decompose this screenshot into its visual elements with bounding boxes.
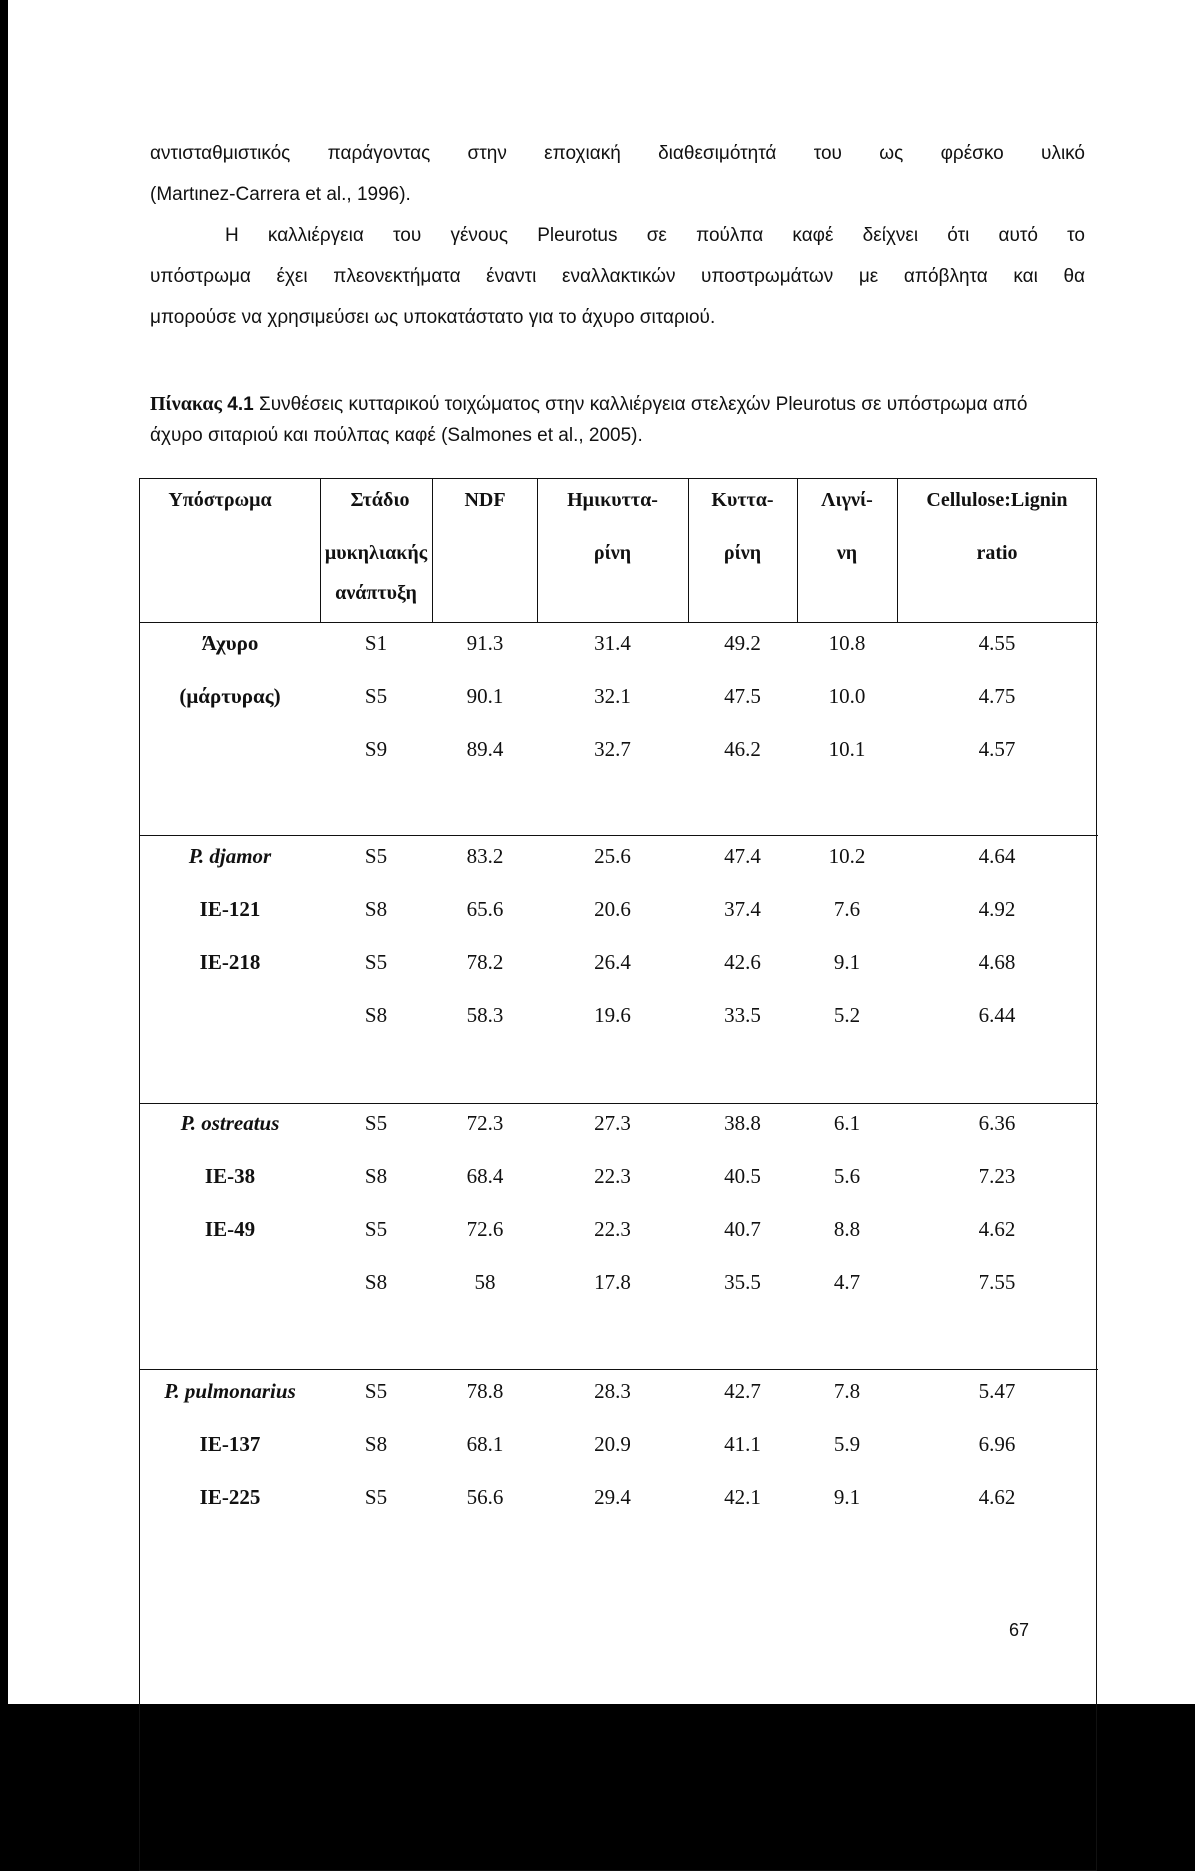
table-cell: 72.3 (466, 1111, 504, 1135)
header-ratio-line2: ratio (976, 542, 1018, 564)
header-stage: Στάδιο (350, 489, 410, 511)
document-page (8, 0, 1195, 1704)
header-stage-line3: ανάπτυξη (335, 582, 417, 604)
table-cell: S8 (364, 897, 388, 921)
table-cell: 10.1 (828, 737, 866, 761)
paragraph-line-5: μπορούσε να χρησιμεύσει ως υποκατάστατο για το άχυρο σιταριού. (150, 307, 716, 328)
composition-table (139, 478, 1097, 1871)
substrate-cell: P. pulmonarius (164, 1379, 296, 1403)
table-cell: 91.3 (466, 631, 504, 655)
substrate-cell: IE-38 (204, 1164, 256, 1188)
table-cell: 9.1 (833, 950, 861, 974)
table-cell: S5 (364, 844, 388, 868)
table-cell: 90.1 (466, 684, 504, 708)
table-cell: 6.36 (978, 1111, 1016, 1135)
table-cell: 37.4 (724, 897, 761, 921)
header-hemicellulose: Ημικυττα- (567, 489, 658, 511)
table-cell: 5.2 (833, 1003, 861, 1027)
table-cell: 5.47 (978, 1379, 1016, 1403)
table-cell: 40.5 (724, 1164, 761, 1188)
header-hemicellulose-line2: ρίνη (593, 542, 632, 564)
table-cell: 42.7 (724, 1379, 761, 1403)
paragraph-line-2: (Martιnez-Carrera et al., 1996). (150, 184, 411, 205)
table-cell: 4.68 (978, 950, 1016, 974)
table-cell: 41.1 (724, 1432, 761, 1456)
table-cell: 7.8 (833, 1379, 861, 1403)
table-cell: 6.1 (833, 1111, 861, 1135)
paragraph-line-4: υπόστρωμα έχει πλεονεκτήματα έναντι εναλλακτικών υποστρωμάτων με απόβλητα και θα (150, 266, 1085, 287)
table-cell: 68.1 (466, 1432, 504, 1456)
table-cell: 42.1 (724, 1485, 761, 1509)
header-stage-line2: μυκηλιακής (324, 542, 428, 564)
table-cell: 4.55 (978, 631, 1016, 655)
substrate-cell: IE-137 (199, 1432, 261, 1456)
table-cell: 26.4 (594, 950, 631, 974)
table-caption (150, 389, 1085, 451)
table-cell: 20.9 (594, 1432, 631, 1456)
table-cell: 28.3 (594, 1379, 631, 1403)
table-cell: 25.6 (594, 844, 631, 868)
table-cell: 7.23 (978, 1164, 1016, 1188)
table-cell: 32.1 (594, 684, 631, 708)
paragraph-line-3: Η καλλιέργεια του γένους Pleurotus σε πούλπα καφέ δείχνει ότι αυτό το (225, 225, 1085, 246)
table-cell: 42.6 (724, 950, 761, 974)
table-cell: S5 (364, 1111, 388, 1135)
table-cell: 31.4 (594, 631, 631, 655)
header-lignin: Λιγνί- (821, 489, 873, 511)
table-cell: S5 (364, 1217, 388, 1241)
substrate-cell: IE-121 (199, 897, 261, 921)
table-cell: 35.5 (724, 1270, 761, 1294)
substrate-cell: IE-225 (199, 1485, 261, 1509)
table-cell: 40.7 (724, 1217, 761, 1241)
header-ndf: NDF (464, 489, 506, 511)
table-cell: 10.2 (828, 844, 866, 868)
table-cell: 78.2 (466, 950, 504, 974)
header-cellulose-line2: ρίνη (723, 542, 762, 564)
table-cell: S8 (364, 1003, 388, 1027)
table-cell: 10.0 (828, 684, 866, 708)
substrate-cell: Άχυρο (201, 631, 259, 655)
header-cellulose: Κυττα- (711, 489, 774, 511)
table-cell: 7.6 (833, 897, 861, 921)
table-cell: 27.3 (594, 1111, 631, 1135)
table-cell: 4.64 (978, 844, 1016, 868)
table-cell: S9 (364, 737, 388, 761)
table-cell: 68.4 (466, 1164, 504, 1188)
substrate-cell: IE-49 (204, 1217, 256, 1241)
caption-label: Πίνακας (150, 393, 222, 415)
table-cell: 32.7 (594, 737, 631, 761)
table-cell: 10.8 (828, 631, 866, 655)
header-ratio: Cellulose:Lignin (926, 489, 1068, 511)
group-rule (140, 835, 1098, 836)
table-cell: 29.4 (594, 1485, 631, 1509)
table-cell: 22.3 (594, 1217, 631, 1241)
table-cell: 4.92 (978, 897, 1016, 921)
table-cell: 58.3 (466, 1003, 504, 1027)
header-substrate: Υπόστρωμα (168, 489, 272, 511)
table-cell: 4.62 (978, 1485, 1016, 1509)
table-cell: 38.8 (724, 1111, 761, 1135)
table-cell: 19.6 (594, 1003, 631, 1027)
table-cell: 6.44 (978, 1003, 1016, 1027)
table-cell: 4.7 (833, 1270, 861, 1294)
table-cell: S8 (364, 1432, 388, 1456)
table-cell: 4.62 (978, 1217, 1016, 1241)
table-cell: 83.2 (466, 844, 504, 868)
table-cell: 78.8 (466, 1379, 504, 1403)
table-cell: 22.3 (594, 1164, 631, 1188)
table-cell: 9.1 (833, 1485, 861, 1509)
table-cell: 8.8 (833, 1217, 861, 1241)
table-cell: 33.5 (724, 1003, 761, 1027)
substrate-cell: IE-218 (199, 950, 261, 974)
page-number: 67 (1009, 1620, 1030, 1640)
caption-number: 4.1 (227, 394, 254, 415)
table-cell: 5.6 (833, 1164, 861, 1188)
substrate-cell: P. ostreatus (180, 1111, 280, 1135)
caption-text: Συνθέσεις κυτταρικού τοιχώματος στην καλλιέργεια στελεχών Pleurotus σε υπόστρωμα από άχυρο σιταριού και πούλπας καφέ (Salmones et al., 2005). (150, 394, 1028, 446)
table-cell: 6.96 (978, 1432, 1016, 1456)
table-cell: 72.6 (466, 1217, 504, 1241)
table-cell: 89.4 (466, 737, 504, 761)
table-cell: S5 (364, 950, 388, 974)
table-cell: 4.57 (978, 737, 1016, 761)
table-cell: 47.5 (724, 684, 761, 708)
table-cell: 47.4 (724, 844, 761, 868)
group-rule (140, 1103, 1098, 1104)
header-rule (140, 622, 1098, 623)
table-cell: S8 (364, 1270, 388, 1294)
table-cell: 56.6 (466, 1485, 504, 1509)
table-cell: S8 (364, 1164, 388, 1188)
table-cell: S5 (364, 1379, 388, 1403)
table-cell: 5.9 (833, 1432, 861, 1456)
table-cell: S1 (364, 631, 388, 655)
table-cell: 49.2 (724, 631, 761, 655)
group-rule (140, 1369, 1098, 1370)
table-cell: 58 (474, 1270, 496, 1294)
substrate-cell: P. djamor (188, 844, 272, 868)
table-cell: S5 (364, 1485, 388, 1509)
table-cell: 65.6 (466, 897, 504, 921)
substrate-cell: (μάρτυρας) (179, 684, 281, 708)
table-cell: 17.8 (594, 1270, 631, 1294)
table-cell: 20.6 (594, 897, 631, 921)
paragraph-line-1: αντισταθμιστικός παράγοντας στην εποχιακή διαθεσιμότητά του ως φρέσκο υλικό (150, 143, 1085, 164)
header-lignin-line2: νη (836, 542, 858, 564)
table-cell: 7.55 (978, 1270, 1016, 1294)
table-cell: S5 (364, 684, 388, 708)
table-cell: 4.75 (978, 684, 1016, 708)
table-cell: 46.2 (724, 737, 761, 761)
